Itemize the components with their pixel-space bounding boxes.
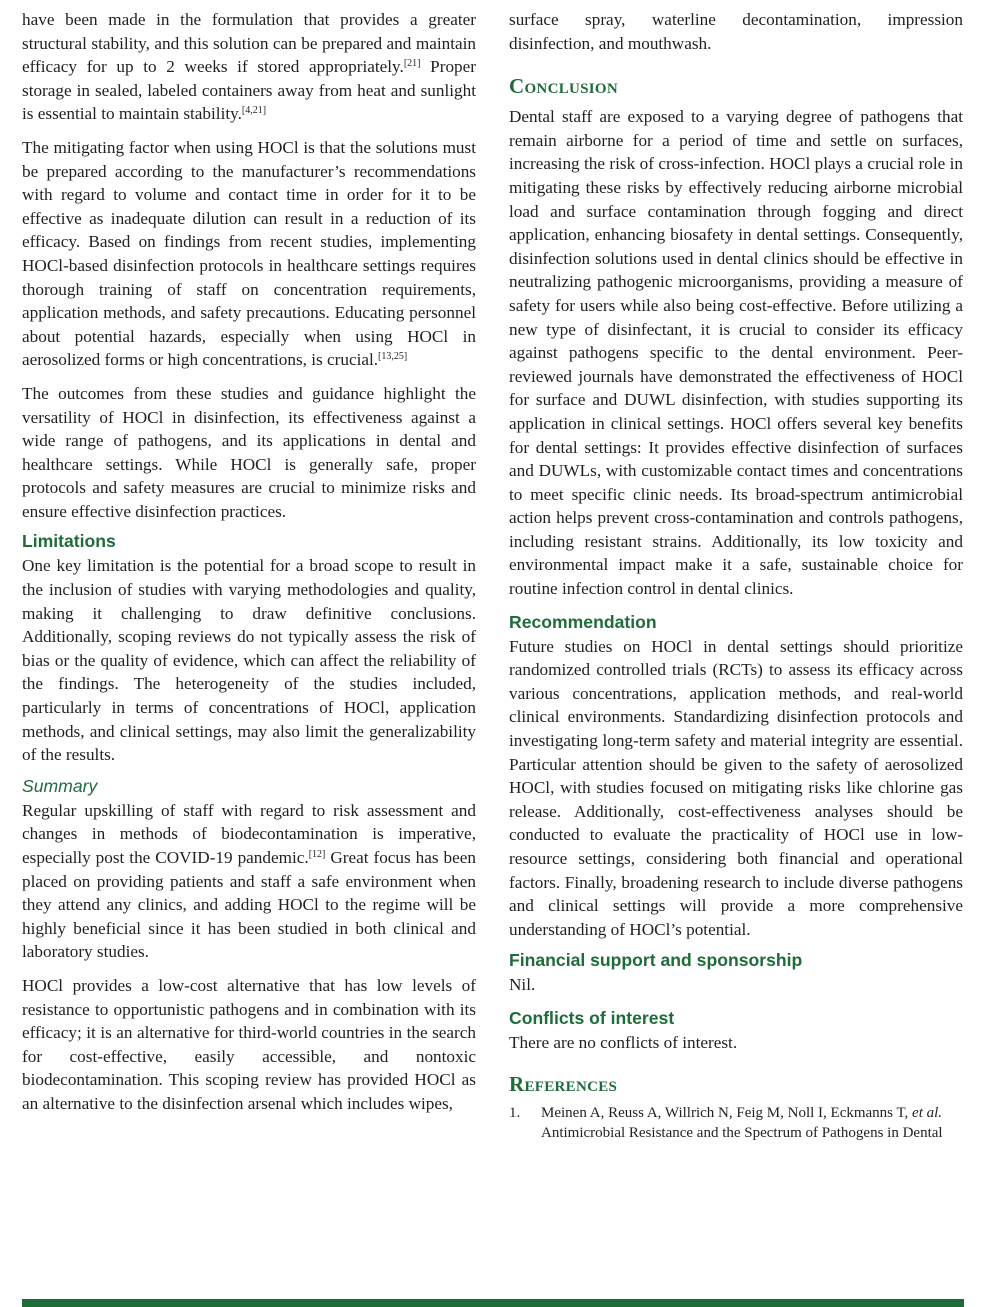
- references-heading: References: [509, 1071, 618, 1096]
- conclusion-paragraph: Dental staff are exposed to a varying degree of pathogens that remain airborne for a period of time and settle on surfaces, increasing the risk of cross-infection. HOCl plays a crucial role in mitigating these risks by effectively reducing airborne microbial load and surface contamination through fogging and direct application, enhancing biosafety in dental settings. Consequently, disinfection solutions used in dental clinics should be effective in neutralizing pathogenic microorganisms, providing a measure of safety for users while also being cost-effective. Before utilizing a new type of disinfectant, it is crucial to consider its efficacy against pathogens specific to the dental environment. Peer-reviewed journals have demonstrated the effectiveness of HOCl for surface and DUWL disinfection, with studies supporting its application in clinical settings. HOCl offers several key benefits for dental settings: It provides effective disinfection of surfaces and DUWLs, with customizable contact times and concentrations to meet specific clinic needs. Its broad-spectrum antimicrobial action helps prevent cross-contamination and controls pathogens, including resistant strains. Additionally, its low toxicity and environmental impact make it a safe, sustainable choice for routine infection control in dental clinics.: [509, 107, 963, 599]
- paragraph-text: Regular upskilling of staff with regard to risk assessment and changes in methods of biodecontamination is imperative, especially post the COVID-19 pandemic.: [22, 800, 476, 867]
- citation: [12]: [308, 849, 326, 860]
- limitations-heading: Limitations: [22, 531, 116, 552]
- limitations-paragraph: One key limitation is the potential for a broad scope to result in the inclusion of studies with varying methodologies and quality, making it challenging to draw definitive conclusions. Additionally, scoping reviews do not typically assess the risk of bias or the quality of evidence, which can affect the reliability of the findings. The heterogeneity of the studies included, particularly in terms of concentrations of HOCl, application methods, and clinical settings, may also limit the generalizability of the results.: [22, 556, 476, 765]
- reference-number: 1.: [509, 1104, 521, 1121]
- paragraph-mitigating-factor: [22, 136, 476, 372]
- paragraph-text: The mitigating factor when using HOCl is that the solutions must be prepared according to the manufacturer’s recommendations with regard to volume and contact time in order for it to be effective as inadequate dilution can result in a reduction of its efficacy. Based on findings from recent studies, implementing HOCl-based disinfection protocols in healthcare settings requires thorough training of staff on concentration requirements, application methods, and safety precautions. Educating personnel about potential hazards, especially when using HOCl in aerosolized forms or high concentrations, is crucial.: [22, 137, 476, 370]
- conflicts-heading: Conflicts of interest: [509, 1007, 675, 1028]
- paragraph-text: Great focus has been placed on providing patients and staff a safe environment when they attend any clinics, and adding HOCl to the regime will be highly beneficial since it has been studied in both clinical and laboratory studies.: [22, 848, 476, 962]
- conflicts-text: There are no conflicts of interest.: [509, 1032, 738, 1052]
- recommendation-heading: Recommendation: [509, 611, 657, 632]
- footer-bar: [22, 1299, 964, 1307]
- reference-text: [541, 1103, 963, 1143]
- summary-paragraph-2: HOCl provides a low-cost alternative that has low levels of resistance to opportunistic pathogens and in combination with its efficacy; it is an alternative for third-world countries in the search for cost-effective, easily accessible, and nontoxic biodecontamination. This scoping review has provided HOCl as an alternative to the disinfection arsenal which includes wipes,: [22, 975, 476, 1113]
- summary-paragraph-1: [22, 799, 476, 964]
- financial-support-heading: Financial support and sponsorship: [509, 950, 803, 971]
- paragraph-storage: [22, 8, 476, 126]
- conclusion-heading: Conclusion: [509, 74, 619, 99]
- paragraph-text: Proper storage in sealed, labeled containers away from heat and sunlight is essential to maintain stability.: [22, 57, 476, 124]
- citation: [13,25]: [378, 351, 408, 363]
- recommendation-paragraph: Future studies on HOCl in dental settings should prioritize randomized controlled trials (RCTs) to assess its efficacy across various concentrations, application methods, and real-world clinical environments. Standardizing disinfection protocols and investigating long-term safety and material integrity are essential. Particular attention should be given to the safety of aerosolized HOCl, with studies focused on mitigating risks like chlorine gas release. Additionally, cost-effectiveness analyses should be conducted to evaluate the practicality of HOCl use in low-resource settings, considering both financial and operational factors. Finally, broadening research to include diverse pathogens and clinical settings will provide a more comprehensive understanding of HOCl’s potential.: [509, 636, 963, 939]
- reference-authors: Meinen A, Reuss A, Willrich N, Feig M, Noll I, Eckmanns T,: [541, 1104, 913, 1121]
- financial-support-text: Nil.: [509, 975, 536, 995]
- summary-heading: Summary: [22, 775, 98, 796]
- right-column: [509, 8, 963, 1143]
- left-column: [22, 8, 476, 1116]
- reference-title: Antimicrobial Resistance and the Spectrum of Pathogens in Dental: [541, 1124, 943, 1141]
- paragraph-continued: surface spray, waterline decontamination, impression disinfection, and mouthwash.: [509, 10, 963, 53]
- reference-item: [509, 1103, 963, 1143]
- paragraph-outcomes: The outcomes from these studies and guidance highlight the versatility of HOCl in disinfection, its effectiveness against a wide range of pathogens, and its applications in dental and healthcare settings. While HOCl is generally safe, proper protocols and safety measures are crucial to minimize risks and ensure effective disinfection practices.: [22, 383, 476, 521]
- paragraph-text: have been made in the formulation that provides a greater structural stability, and this solution can be prepared and maintain efficacy for up to 2 weeks if stored appropriately.: [22, 10, 476, 77]
- reference-etal: et al.: [912, 1104, 943, 1121]
- citation: [21]: [403, 58, 421, 70]
- citation: [4,21]: [241, 105, 267, 117]
